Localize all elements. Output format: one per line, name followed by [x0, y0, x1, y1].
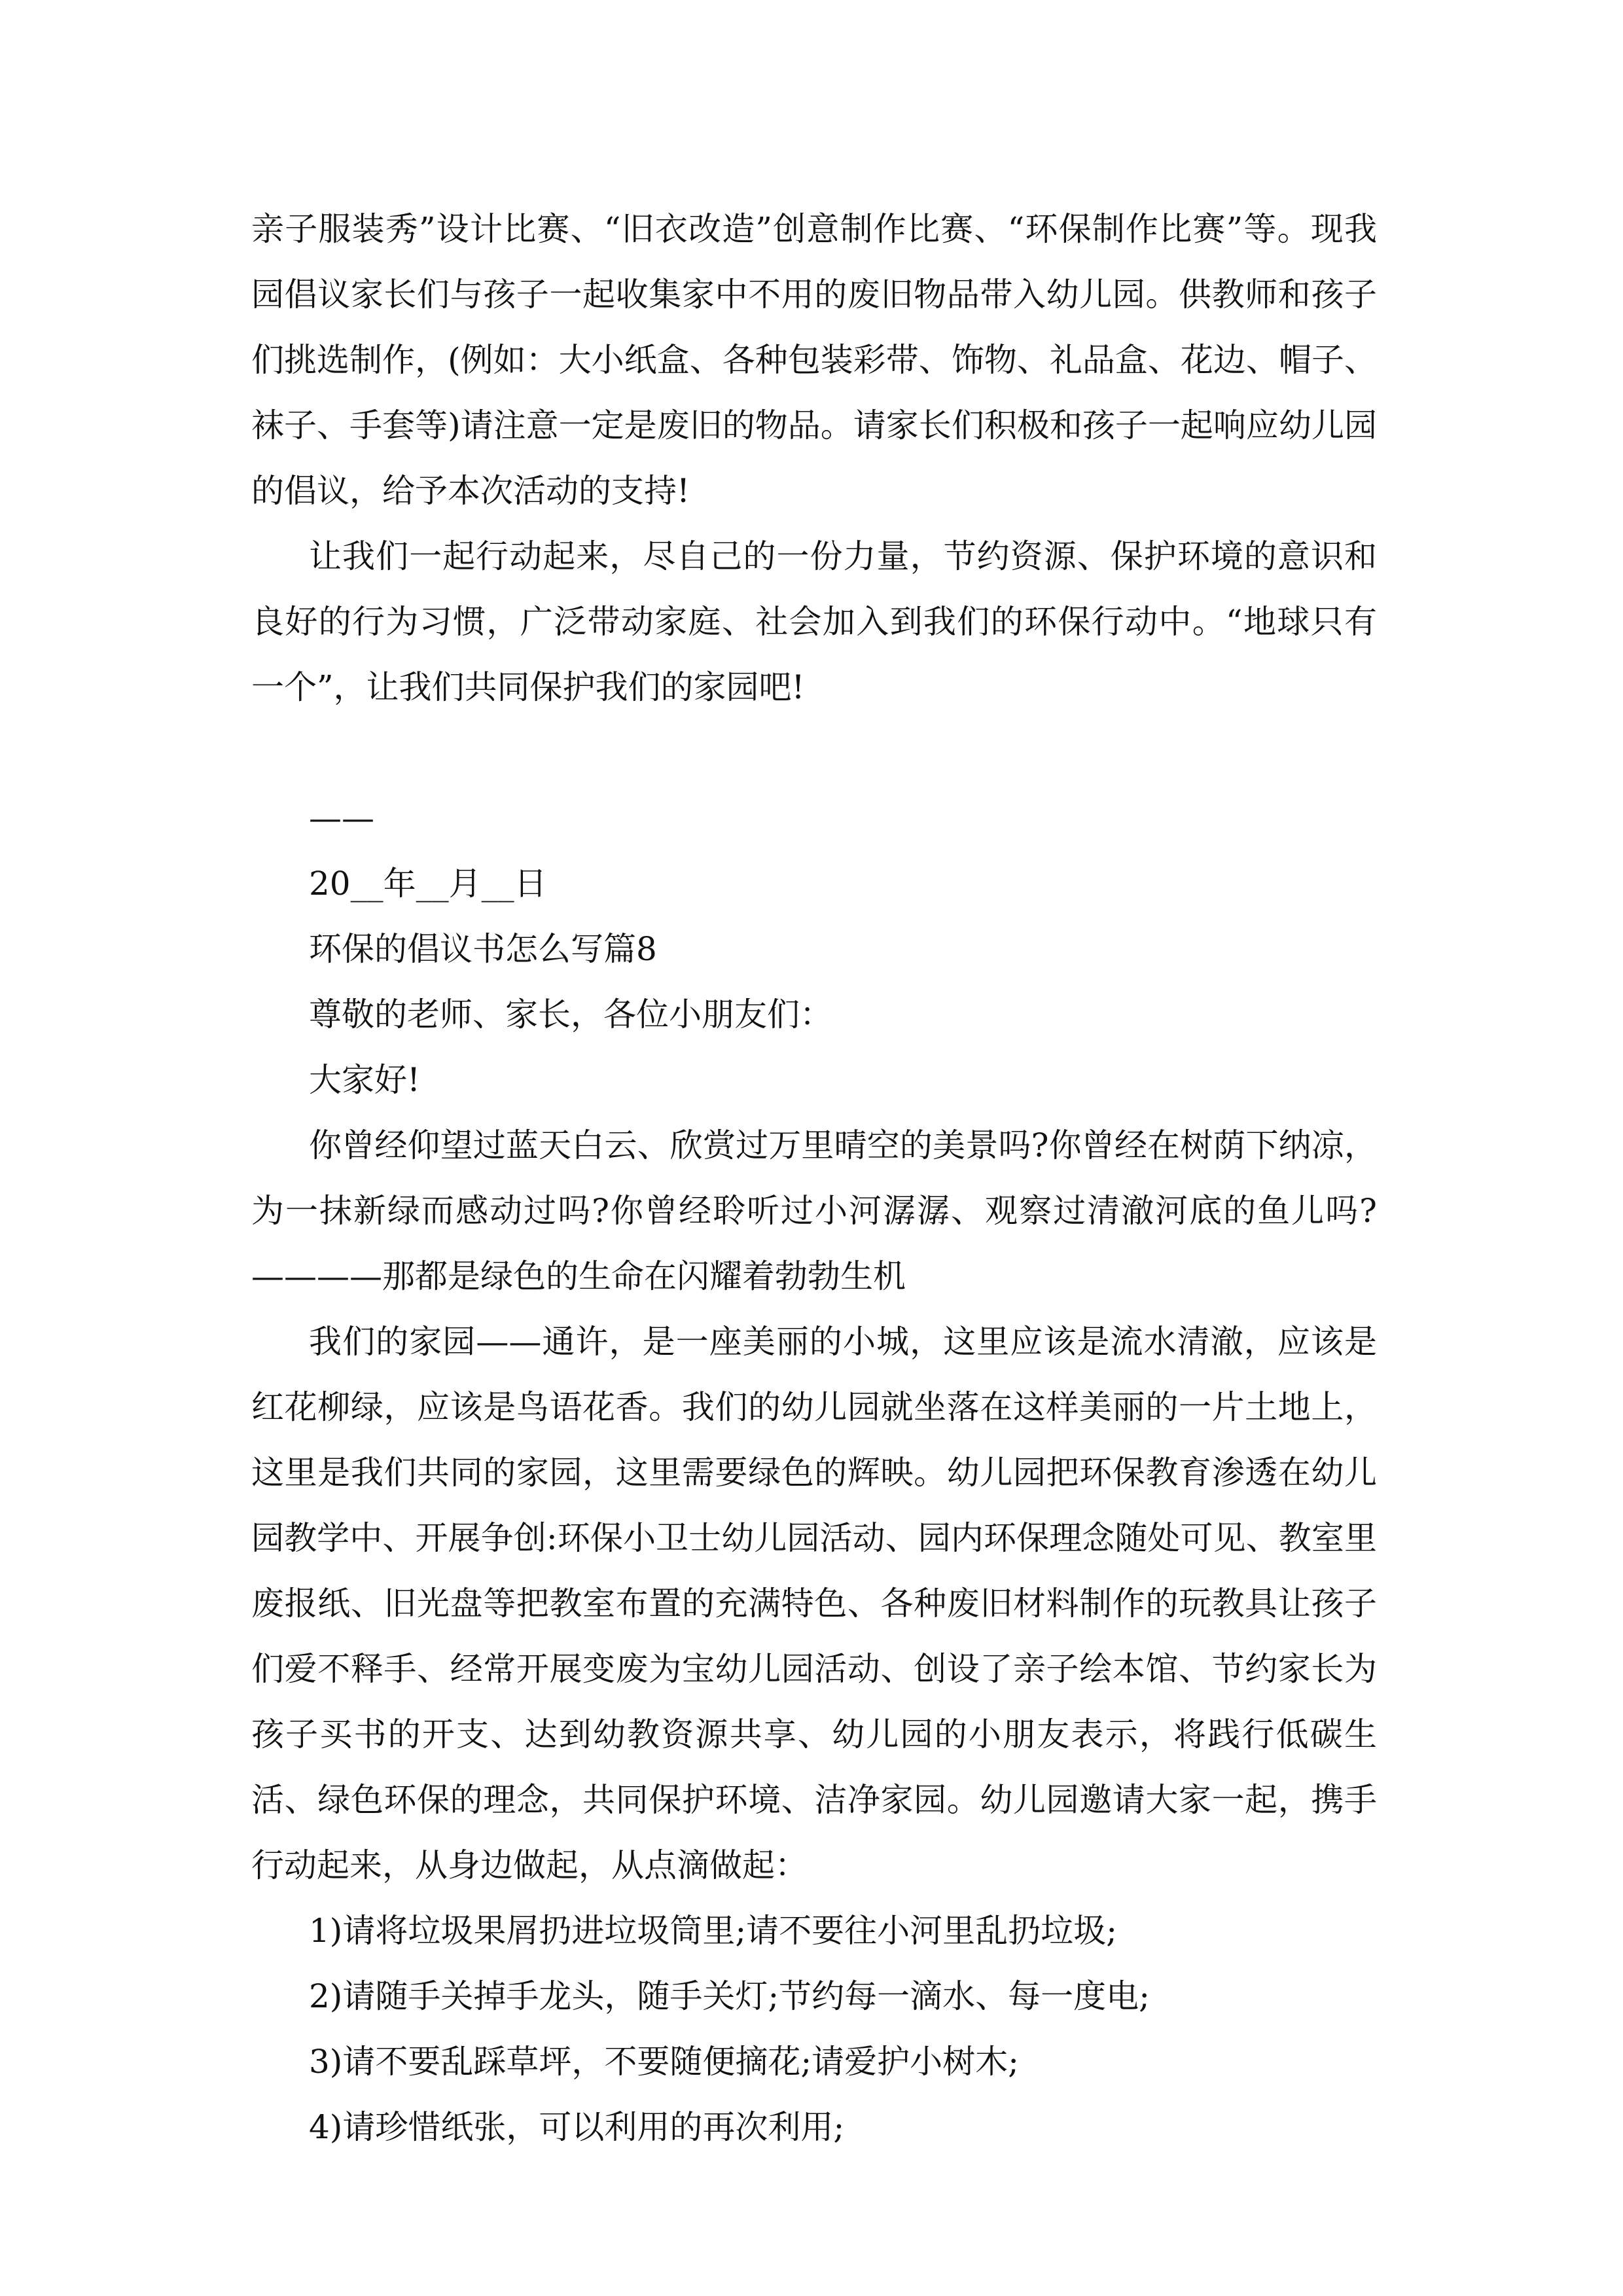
signature-dash: —— [309, 799, 374, 837]
paragraph-action-call: 让我们一起行动起来，尽自己的一份力量，节约资源、保护环境的意识和良好的行为习惯，广泛带动家庭、社会加入到我们的环保行动中。“地球只有一个”，让我们共同保护我们的家园吧! [251, 537, 1377, 706]
paragraph-continued-competitions: 亲子服装秀”设计比赛、“旧衣改造”创意制作比赛、“环保制作比赛”等。现我园倡议家长们与孩子一起收集家中不用的废旧物品带入幼儿园。供教师和孩子们挑选制作，(例如：大小纸盒、各种包装彩带、饰物、礼品盒、花边、帽子、袜子、手套等)请注意一定是废旧的物品。请家长们积极和孩子一起响应幼儿园的倡议，给予本次活动的支持! [251, 210, 1377, 510]
greeting: 大家好! [309, 1061, 421, 1099]
list-item: 3)请不要乱踩草坪，不要随便摘花;请爱护小树木; [309, 2043, 1020, 2081]
document-body [251, 196, 1377, 2160]
paragraph-our-home: 我们的家园——通许，是一座美丽的小城，这里应该是流水清澈，应该是红花柳绿，应该是鸟语花香。我们的幼儿园就坐落在这样美丽的一片土地上，这里是我们共同的家园，这里需要绿色的辉映。幼儿园把环保教育渗透在幼儿园教学中、开展争创:环保小卫士幼儿园活动、园内环保理念随处可见、教室里废报纸、旧光盘等把教室布置的充满特色、各种废旧材料制作的玩教具让孩子们爱不释手、经常开展变废为宝幼儿园活动、创设了亲子绘本馆、节约家长为孩子买书的开支、达到幼教资源共享、幼儿园的小朋友表示，将践行低碳生活、绿色环保的理念，共同保护环境、洁净家园。幼儿园邀请大家一起，携手行动起来，从身边做起，从点滴做起： [251, 1323, 1377, 1884]
section-title: 环保的倡议书怎么写篇8 [309, 930, 657, 968]
list-item: 1)请将垃圾果屑扔进垃圾筒里;请不要往小河里乱扔垃圾; [309, 1912, 1118, 1950]
salutation: 尊敬的老师、家长，各位小朋友们： [309, 996, 832, 1033]
list-item: 2)请随手关掉手龙头，随手关灯;节约每一滴水、每一度电; [309, 1977, 1150, 2015]
blank-line [251, 720, 1377, 785]
date-line: 20__年__月__日 [309, 865, 547, 903]
list-item: 4)请珍惜纸张，可以利用的再次利用; [309, 2108, 845, 2146]
paragraph-blue-sky: 你曾经仰望过蓝天白云、欣赏过万里晴空的美景吗?你曾经在树荫下纳凉，为一抹新绿而感动过吗?你曾经聆听过小河潺潺、观察过清澈河底的鱼儿吗?————那都是绿色的生命在闪耀着勃勃生机 [251, 1126, 1377, 1295]
